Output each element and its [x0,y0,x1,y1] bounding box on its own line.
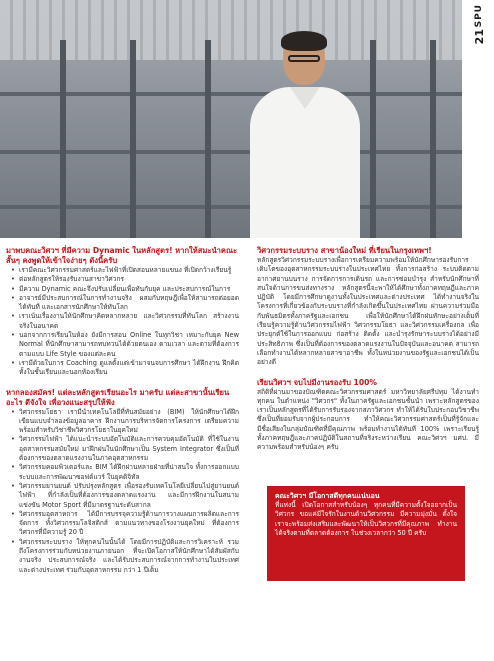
list-item: • มีความ Dynamic คณะจึงปรับเปลี่ยนเพื่อทันกับยุค และประสบการณ์ในการ [6,285,239,294]
list-item: • เรามีด้วยในการ Coaching ดูแลตั้งแต่เข้ามาจนจบการศึกษา ได้ฝึกงาน ฝึกคิด ทั้งในชั้นเรียนและนอกห้องเรียน [6,359,239,378]
list-item: • วิศวกรรมคอมพิวเตอร์และ BIM ได้ฝึกผ่านหลายฝ่ายที่น่าสนใจ ทั้งการออกแบบระบบและการพัฒนาซอฟต์แวร์ ในยุคดิจิทัล [6,463,239,482]
steel-rail [0,150,462,154]
section-heading: มาพบคณะวิศวฯ ที่มีความ Dynamic ในหลักสูตร! หากให้สมะนำคณะสั้นๆ คงพูดให้เข้าใจง่ายๆ ดังนี้ครับ [6,246,238,265]
list-item: • อาจารย์มีประสบการณ์ในการทำงานจริง ผสมกับทฤษฎีเพื่อให้สามารถต่อยอดได้ทันที และเอกสารนักศึกษาให้ทันโลก [6,294,239,313]
factory-ceiling [0,0,462,60]
steel-rail [0,92,462,96]
magazine-logo: SPU [474,4,484,28]
body-paragraph: หลักสูตรวิศวกรรมระบบรางเพื่อการเตรียมความพร้อมให้นักศึกษารองรับการเติบโตของอุตสาหกรรมระบบรางในประเทศไทย ทั้งการก่อสร้าง ระบบติดตาม อากาศยานบนราง การจัดการการเดินรถ และการซ่อมบำรุง สำหรับนักศึกษาที่สนใจด้านการขนส่งทางราง หลักสูตรนี้จะพาให้ได้ศึกษาทั้งภาคทฤษฎีและภาคปฏิบัติ โดยมีการศึกษาดูงานทั้งในประเทศและต่างประเทศ ได้ทำงานจริงในโครงการที่เกี่ยวข้องกับระบบรางที่กำลังเกิดขึ้นในประเทศไทย ผ่านความร่วมมือกับพันธมิตรทั้งภาครัฐและเอกชน เพื่อให้นักศึกษาได้ฝึกฝนทักษะอย่างเต็มที่ เรียนรู้ความรู้ด้านวิศวกรรมไฟฟ้า วิศวกรรมโยธา และวิศวกรรมเครื่องกล เพื่อประยุกต์ใช้ในการออกแบบ ก่อสร้าง ติดตั้ง และบำรุงรักษาระบบรางได้อย่างมีประสิทธิภาพ ซึ่งเป็นที่ต้องการของตลาดแรงงานในปัจจุบันและอนาคต สามารถเลือกทำงานได้หลากหลายสาขาอาชีพ ทั้งในหน่วยงานของรัฐและเอกชนได้เป็นอย่างดี [257,256,479,367]
steel-rail [0,205,462,209]
cover-photo [0,0,462,238]
glasses-icon [288,55,320,62]
person-shirt [250,87,360,238]
person-portrait [250,35,360,238]
list-item: • ต่อหลักสูตรให้รองรับงานสาขาวิศวกร [6,275,239,284]
steel-beam [130,40,136,238]
section-heading: หากลองสมัคร! แต่ละหลักสูตรเรียนอะไร มาครับ แต่ละสาขานั้นเรียนอะไร ดีจังใจ เพื่อวงแนะสรุปให้ฟัง [6,387,230,407]
page-number-value: 21 [472,29,486,45]
callout-title: คณะวิศวฯ มีโอกาสดีทุกคนแน่นอน [275,492,380,500]
list-item: • วิศวกรรมอุตสาหการ ได้มีการบรรจุความรู้ด้านการวางแผนการผลิตและการจัดการ ทั้งวิศวกรรมโลจิสติกส์ ตามแนวทางของโรงงานยุคใหม่ ที่ต้องการวิศวกรที่มีความรู้ 20 ปี [6,510,239,538]
list-item: • วิศวกรรมยานยนต์ ปรับปรุงหลักสูตร เพื่อรองรับเทคโนโลยีเปลี่ยนไปสู่ยานยนต์ไฟฟ้า ที่กำลังเป็นที่ต้องการของตลาดแรงงาน และมีการฝึกงานในสนามแข่งขัน Motor Sport ที่มีมาตรฐานระดับสากล [6,482,239,510]
body-paragraph: สถิติที่ผ่านมาของบัณฑิตคณะวิศวกรรมศาสตร์ มหาวิทยาลัยศรีปทุม ได้งานทำทุกคน ในตำแหน่ง "วิศวกร" ทั้งในภาครัฐและเอกชนชั้นนำ เพราะหลักสูตรของเราเป็นหลักสูตรที่ได้รับการรับรองจากสภาวิศวกร ทำให้ได้รับใบประกอบวิชาชีพ ซึ่งเป็นที่ยอมรับจากผู้ประกอบการ ทำให้คณะวิศวกรรมศาสตร์เป็นที่รู้จักและมีชื่อเสียงในกลุ่มบัณฑิตที่มีคุณภาพ พร้อมทำงานได้ทันที 100% เพราะเรียนรู้ทั้งภาคทฤษฎีและภาคปฏิบัติในสถานที่จริงระหว่างเรียน คณะวิศวฯ มศป. มีความพร้อมสำหรับน้องๆ ครับ [257,387,479,452]
section-heading: เรียนวิศวฯ จบไปมีงานรองรับ 100% [257,377,377,387]
person-hair [281,31,327,51]
list-item: • เรามีคณะวิศวกรรมศาสตร์และไฟฟ้าที่เปิดสอนหลายแขนง ที่เปิดกว้างเรียนรู้ [6,266,239,275]
right-column [257,246,479,455]
list-item: • วิศวกรรมไฟฟ้า ได้แนะนำระบบอัตโนมัติและการควบคุมอัตโนมัติ ที่ใช้ในงานอุตสาหกรรมสมัยใหม่ มาฝึกฝนในนักศึกษาเป็น System Integrator ซึ่งเป็นที่ต้องการของตลาดแรงงานในภาคอุตสาหกรรม [6,435,239,463]
spacer [6,380,239,388]
bullet-list [6,266,239,378]
bullet-list [6,408,239,575]
callout-body: ที่แห่งนี้ เปิดโอกาสสำหรับน้องๆ ทุกคนที่มีความตั้งใจอยากเป็นวิศวกร ขอแค่มีใจรักในงานด้านวิศวกรรม มีความมุ่งมั่น ตั้งใจ เราจะพร้อมส่งเสริมและพัฒนาให้เป็นวิศวกรที่มีคุณภาพ ทำงานได้จริงตามที่ตลาดต้องการ ในช่วงเวลากว่า 50 ปี ครับ [275,501,457,537]
page-number [468,4,490,45]
list-item: • วิศวกรรมโยธา เรามีนำเทคโนโลยีที่ทันสมัยอย่าง (BIM) ให้นักศึกษาได้ฝึกเขียนแบบจำลองข้อมูลอาคาร ฝึกงานการบริหารจัดการโครงการ เตรียมความพร้อมสำหรับวิชาชีพวิศวกรโยธาในยุคใหม่ [6,408,239,436]
steel-beam [60,40,66,238]
callout-box [267,486,465,581]
steel-beam [430,40,436,238]
steel-beam [370,40,376,238]
spacer [257,370,479,378]
section-heading: วิศวกรรมระบบราง สาขาน้องใหม่ ที่เรียนในกรุงเทพฯ! [257,246,432,255]
list-item: • วิศวกรรมระบบราง ให้ทุกคนในนั้นได้ โดยมีการปฏิบัติและการวิเคราะห์ รวมถึงโครงการร่วมกับหน่วยงานภายนอก ที่จะเปิดโอกาสให้นักศึกษาได้สัมผัสกับงานจริง ประสบการณ์จริง และได้รับประสบการณ์จากการทำงานในประเทศและต่างประเทศ ร่วมกับอุตสาหกรรม กว่า 1 ปีเต็ม [6,538,239,575]
list-item: • เราเน้นเรื่องงานให้นักศึกษาคิดหลากหลาย และวิศวกรรมที่ทันโลก สร้างงานจริงในอนาคต [6,312,239,331]
left-column [6,246,239,577]
steel-beam [205,40,211,238]
list-item: • นอกจากการเรียนในห้อง ยังมีการสอน Online ในทุกวิชา เหมาะกับยุค New Normal ที่นักศึกษาสามารถทบทวนได้ด้วยตนเอง ตามเวลา และตามที่ต้องการ ตามแบบ Life Style ของแต่ละคน [6,331,239,359]
